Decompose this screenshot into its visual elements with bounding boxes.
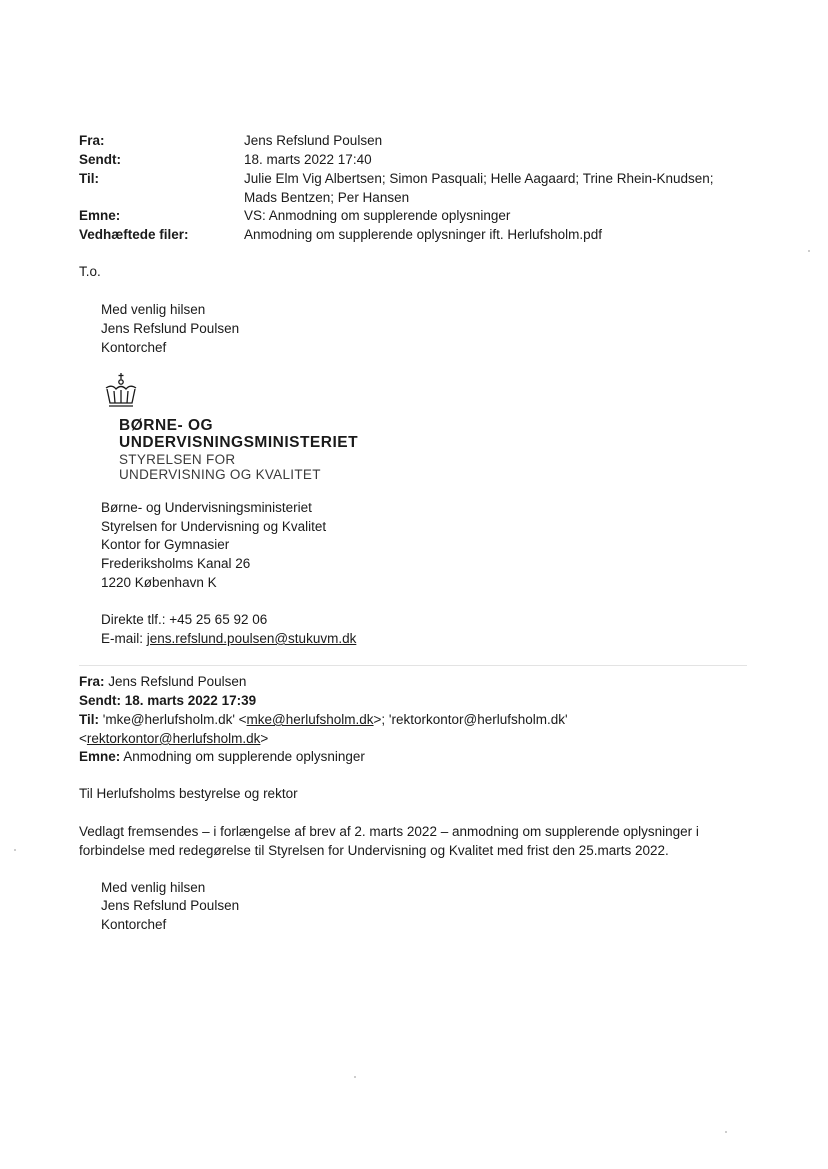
recipient-link-rektorkontor[interactable]: rektorkontor@herlufsholm.dk bbox=[86, 731, 261, 746]
scan-speck bbox=[725, 1131, 727, 1133]
original-from-line bbox=[79, 674, 246, 689]
subject-label: Emne: bbox=[79, 208, 121, 223]
to-value-line2: Mads Bentzen; Per Hansen bbox=[244, 190, 410, 205]
address-line-2: Styrelsen for Undervisning og Kvalitet bbox=[101, 519, 327, 534]
original-from-value: Jens Refslund Poulsen bbox=[104, 674, 247, 689]
from-label: Fra: bbox=[79, 133, 105, 148]
scan-speck bbox=[354, 1076, 356, 1078]
recipient-link-mke[interactable]: mke@herlufsholm.dk bbox=[246, 712, 374, 727]
attachments-label: Vedhæftede filer: bbox=[79, 227, 189, 242]
signature-greeting: Med venlig hilsen bbox=[101, 302, 206, 317]
logo-line-1: BØRNE- OG bbox=[119, 417, 214, 434]
address-line-1: Børne- og Undervisningsministeriet bbox=[101, 500, 312, 515]
original-subject-value: Anmodning om supplerende oplysninger bbox=[120, 749, 365, 764]
subject-value: VS: Anmodning om supplerende oplysninger bbox=[244, 208, 511, 223]
original-from-label: Fra: bbox=[79, 674, 105, 689]
original-to-label: Til: bbox=[79, 712, 99, 727]
original-sent-value: 18. marts 2022 17:39 bbox=[121, 693, 257, 708]
message-divider bbox=[79, 665, 747, 666]
signature-greeting-2: Med venlig hilsen bbox=[101, 880, 206, 895]
address-line-3: Kontor for Gymnasier bbox=[101, 537, 230, 552]
original-to-part3: < bbox=[79, 731, 87, 746]
to-label: Til: bbox=[79, 171, 99, 186]
signature-name-2: Jens Refslund Poulsen bbox=[101, 898, 240, 913]
original-subject-line bbox=[79, 749, 365, 764]
signature-title-2: Kontorchef bbox=[101, 917, 167, 932]
original-to-part1: 'mke@herlufsholm.dk' < bbox=[99, 712, 247, 727]
scan-speck bbox=[14, 849, 16, 851]
body-paragraph-line-2: forbindelse med redegørelse til Styrelsen for Undervisning og Kvalitet med frist den 25.marts 2022. bbox=[79, 843, 669, 858]
to-value-line1: Julie Elm Vig Albertsen; Simon Pasquali; Helle Aagaard; Trine Rhein-Knudsen; bbox=[244, 171, 714, 186]
scan-speck bbox=[808, 250, 810, 252]
attachments-value[interactable]: Anmodning om supplerende oplysninger ift. Herlufsholm.pdf bbox=[244, 227, 602, 242]
email-prefix: E-mail: bbox=[101, 631, 147, 646]
from-value: Jens Refslund Poulsen bbox=[244, 133, 383, 148]
original-to-line bbox=[79, 712, 568, 727]
original-sent-line bbox=[79, 693, 256, 708]
original-subject-label: Emne: bbox=[79, 749, 121, 764]
body-paragraph-line-1: Vedlagt fremsendes – i forlængelse af brev af 2. marts 2022 – anmodning om supplerende oplysninger i bbox=[79, 824, 699, 839]
original-to-part4: > bbox=[260, 731, 269, 746]
email-link[interactable]: jens.refslund.poulsen@stukuvm.dk bbox=[146, 631, 357, 646]
signature-title: Kontorchef bbox=[101, 340, 167, 355]
original-to-line-2 bbox=[79, 731, 268, 746]
address-line-4: Frederiksholms Kanal 26 bbox=[101, 556, 251, 571]
sent-label: Sendt: bbox=[79, 152, 121, 167]
salutation: Til Herlufsholms bestyrelse og rektor bbox=[79, 786, 298, 801]
email-line bbox=[101, 631, 356, 646]
logo-line-3: STYRELSEN FOR bbox=[119, 452, 236, 467]
logo-line-4: UNDERVISNING OG KVALITET bbox=[119, 467, 321, 482]
address-line-5: 1220 København K bbox=[101, 575, 217, 590]
phone-line: Direkte tlf.: +45 25 65 92 06 bbox=[101, 612, 268, 627]
forward-note: T.o. bbox=[79, 264, 101, 279]
crown-icon bbox=[102, 372, 140, 410]
logo-line-2: UNDERVISNINGSMINISTERIET bbox=[119, 434, 359, 451]
original-to-part2: >; 'rektorkontor@herlufsholm.dk' bbox=[373, 712, 568, 727]
original-sent-label: Sendt: bbox=[79, 693, 121, 708]
sent-value: 18. marts 2022 17:40 bbox=[244, 152, 372, 167]
signature-name: Jens Refslund Poulsen bbox=[101, 321, 240, 336]
